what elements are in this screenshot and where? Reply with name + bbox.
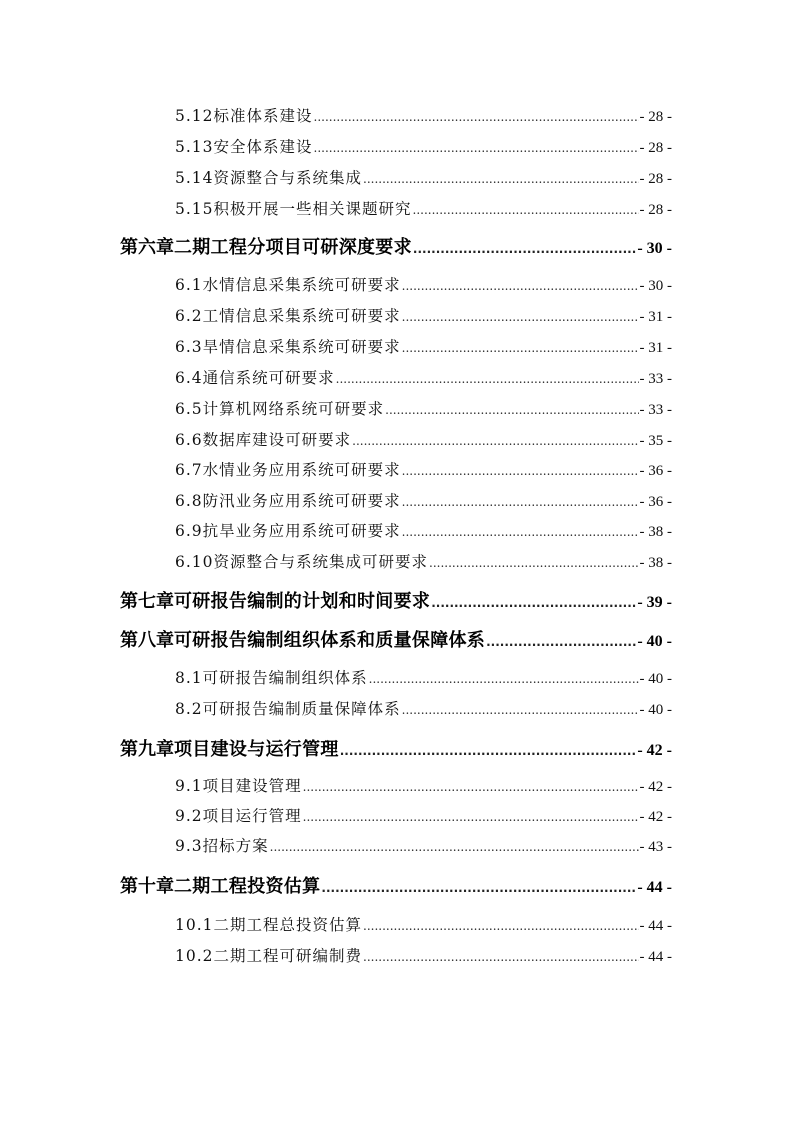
toc-entry-title: 积极开展一些相关课题研究: [213, 200, 412, 218]
toc-entry-number: 5.14: [175, 169, 214, 187]
toc-entry-title: 可研报告编制质量保障体系: [202, 700, 401, 718]
toc-entry-page-number: - 33 -: [639, 402, 672, 418]
toc-entry-page-number: - 42 -: [637, 742, 672, 759]
toc-dot-leader: [385, 403, 638, 417]
toc-entry-title: 二期工程分项目可研深度要求: [174, 237, 412, 258]
toc-entry-title: 资源整合与系统集成可研要求: [213, 553, 429, 571]
toc-entry-title: 项目建设管理: [202, 777, 302, 795]
toc-section-entry[interactable]: [175, 428, 672, 450]
toc-entry-title: 标准体系建设: [213, 107, 313, 125]
toc-entry-page-number: - 28 -: [639, 171, 672, 187]
toc-dot-leader: [270, 840, 639, 854]
toc-entry-title: 安全体系建设: [213, 138, 313, 156]
toc-entry-page-number: - 44 -: [637, 879, 672, 896]
toc-entry-page-number: - 36 -: [639, 463, 672, 479]
toc-entry-title: 水情信息采集系统可研要求: [202, 276, 401, 294]
toc-dot-leader: [402, 525, 639, 539]
toc-section-entry[interactable]: [175, 666, 672, 688]
toc-entry-number: 第七章: [120, 591, 174, 612]
toc-entry-number: 10.1: [175, 916, 214, 934]
toc-entry-number: 第九章: [120, 739, 174, 760]
toc-entry-page-number: - 28 -: [639, 202, 672, 218]
toc-section-entry[interactable]: [175, 944, 672, 966]
toc-section-entry[interactable]: [175, 550, 672, 572]
toc-dot-leader: [340, 744, 637, 758]
toc-chapter-entry[interactable]: [120, 233, 672, 259]
toc-dot-leader: [431, 596, 636, 610]
toc-dot-leader: [363, 950, 638, 964]
toc-entry-page-number: - 36 -: [639, 494, 672, 510]
toc-entry-number: 6.6: [175, 431, 203, 449]
toc-section-entry[interactable]: [175, 519, 672, 541]
toc-entry-number: 8.1: [175, 669, 203, 687]
toc-dot-leader: [314, 141, 639, 155]
toc-dot-leader: [336, 372, 639, 386]
toc-section-entry[interactable]: [175, 913, 672, 935]
toc-section-entry[interactable]: [175, 135, 672, 157]
toc-entry-number: 6.10: [175, 553, 214, 571]
toc-entry-page-number: - 30 -: [639, 278, 672, 294]
toc-entry-page-number: - 28 -: [639, 109, 672, 125]
toc-entry-number: 6.7: [175, 461, 203, 479]
toc-dot-leader: [402, 310, 639, 324]
toc-entry-page-number: - 40 -: [639, 671, 672, 687]
toc-entry-number: 8.2: [175, 700, 203, 718]
toc-entry-page-number: - 31 -: [639, 340, 672, 356]
toc-entry-title: 通信系统可研要求: [202, 369, 335, 387]
toc-section-entry[interactable]: [175, 804, 672, 826]
toc-section-entry[interactable]: [175, 304, 672, 326]
toc-entry-page-number: - 40 -: [637, 633, 672, 650]
toc-entry-number: 6.5: [175, 400, 203, 418]
toc-entry-page-number: - 39 -: [637, 594, 672, 611]
toc-dot-leader: [402, 341, 639, 355]
toc-entry-title: 可研报告编制的计划和时间要求: [174, 591, 431, 612]
toc-entry-page-number: - 28 -: [639, 140, 672, 156]
toc-entry-number: 10.2: [175, 947, 214, 965]
toc-entry-number: 5.12: [175, 107, 214, 125]
toc-entry-number: 9.2: [175, 807, 203, 825]
toc-entry-title: 二期工程投资估算: [174, 876, 321, 897]
toc-dot-leader: [402, 464, 639, 478]
toc-entry-page-number: - 43 -: [639, 839, 672, 855]
toc-chapter-entry[interactable]: [120, 626, 672, 652]
toc-entry-number: 5.13: [175, 138, 214, 156]
toc-section-entry[interactable]: [175, 834, 672, 856]
toc-entry-number: 第十章: [120, 876, 174, 897]
toc-dot-leader: [369, 672, 639, 686]
toc-entry-number: 第六章: [120, 237, 174, 258]
toc-entry-page-number: - 31 -: [639, 309, 672, 325]
toc-entry-page-number: - 38 -: [639, 555, 672, 571]
toc-section-entry[interactable]: [175, 489, 672, 511]
toc-entry-title: 项目建设与运行管理: [174, 739, 339, 760]
toc-entry-number: 9.1: [175, 777, 203, 795]
toc-entry-title: 旱情信息采集系统可研要求: [202, 338, 401, 356]
toc-entry-page-number: - 38 -: [639, 524, 672, 540]
toc-dot-leader: [321, 881, 636, 895]
toc-entry-number: 5.15: [175, 200, 214, 218]
toc-entry-number: 6.3: [175, 338, 203, 356]
toc-entry-title: 可研报告编制组织体系和质量保障体系: [174, 630, 486, 651]
toc-dot-leader: [363, 172, 638, 186]
toc-entry-title: 项目运行管理: [202, 807, 302, 825]
toc-entry-number: 9.3: [175, 837, 203, 855]
toc-entry-page-number: - 42 -: [639, 779, 672, 795]
toc-dot-leader: [402, 279, 639, 293]
toc-section-entry[interactable]: [175, 397, 672, 419]
toc-entry-title: 招标方案: [202, 837, 269, 855]
toc-dot-leader: [402, 703, 639, 717]
toc-entry-page-number: - 33 -: [639, 371, 672, 387]
toc-entry-number: 6.1: [175, 276, 203, 294]
toc-entry-number: 6.4: [175, 369, 203, 387]
toc-entry-title: 工情信息采集系统可研要求: [202, 307, 401, 325]
toc-entry-number: 6.2: [175, 307, 203, 325]
toc-section-entry[interactable]: [175, 273, 672, 295]
toc-entry-number: 6.9: [175, 522, 203, 540]
toc-entry-title: 二期工程可研编制费: [213, 947, 363, 965]
toc-section-entry[interactable]: [175, 697, 672, 719]
toc-entry-title: 数据库建设可研要求: [202, 431, 352, 449]
toc-section-entry[interactable]: [175, 458, 672, 480]
toc-entry-page-number: - 35 -: [639, 433, 672, 449]
toc-entry-title: 计算机网络系统可研要求: [202, 400, 385, 418]
toc-dot-leader: [352, 434, 638, 448]
toc-entry-title: 二期工程总投资估算: [213, 916, 363, 934]
toc-entry-page-number: - 30 -: [637, 240, 672, 257]
toc-entry-title: 抗旱业务应用系统可研要求: [202, 522, 401, 540]
toc-entry-page-number: - 44 -: [639, 918, 672, 934]
toc-chapter-entry[interactable]: [120, 872, 672, 898]
toc-dot-leader: [363, 919, 638, 933]
toc-entry-number: 第八章: [120, 630, 174, 651]
toc-section-entry[interactable]: [175, 197, 672, 219]
toc-section-entry[interactable]: [175, 104, 672, 126]
toc-entry-page-number: - 40 -: [639, 702, 672, 718]
toc-chapter-entry[interactable]: [120, 587, 672, 613]
toc-section-entry[interactable]: [175, 774, 672, 796]
toc-entry-number: 6.8: [175, 492, 203, 510]
toc-section-entry[interactable]: [175, 335, 672, 357]
toc-dot-leader: [413, 203, 639, 217]
toc-dot-leader: [413, 242, 636, 256]
toc-dot-leader: [486, 635, 636, 649]
toc-dot-leader: [314, 110, 639, 124]
toc-entry-title: 可研报告编制组织体系: [202, 669, 368, 687]
toc-entry-page-number: - 42 -: [639, 809, 672, 825]
toc-entry-title: 水情业务应用系统可研要求: [202, 461, 401, 479]
toc-dot-leader: [303, 780, 639, 794]
toc-dot-leader: [429, 556, 638, 570]
toc-chapter-entry[interactable]: [120, 735, 672, 761]
toc-dot-leader: [402, 495, 639, 509]
toc-section-entry[interactable]: [175, 166, 672, 188]
toc-entry-title: 防汛业务应用系统可研要求: [202, 492, 401, 510]
toc-section-entry[interactable]: [175, 366, 672, 388]
toc-entry-title: 资源整合与系统集成: [213, 169, 363, 187]
toc-dot-leader: [303, 810, 639, 824]
toc-entry-page-number: - 44 -: [639, 949, 672, 965]
